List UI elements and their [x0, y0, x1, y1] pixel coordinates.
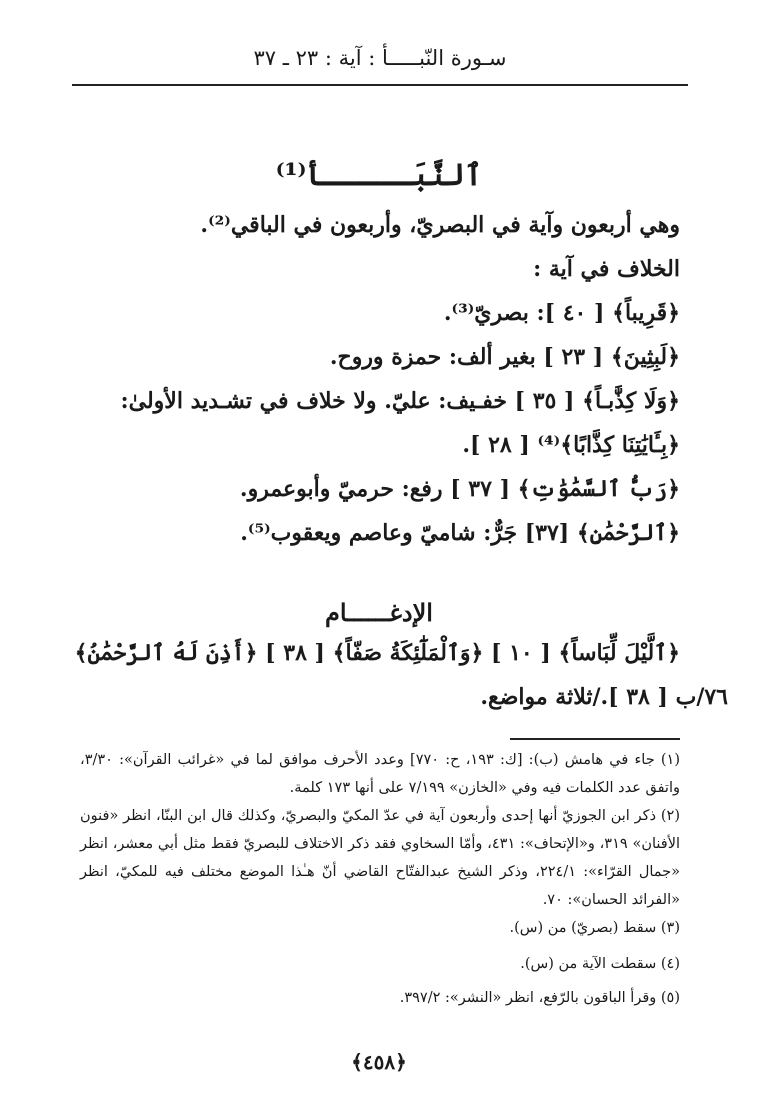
- footnote-2: (٢) ذكر ابن الجوزيّ أنها إحدى وأربعون آية في عدّ المكيّ والبصريّ، وكذلك قال ابن البنّا، انظر «فنون الأفنان» ٣١٩، و«الإتحاف»: ٤٣١، وأمّا السخاوي فقد ذكر الاختلاف للبصريّ فقط مثل أبي معشر، انظر «جمال القرّاء»: ٢٢٤/١، وذكر الشيخ عبدالفتّاح القاضي أنّ هـٰذا الموضع مختلف فيه للمكيّ، انظر «الفرائد الحسان»: ٧٠.: [80, 808, 681, 908]
- running-header: [72, 44, 688, 74]
- khilaf-heading: الخلاف في آية :: [533, 256, 680, 282]
- footnote-5: (٥) وقرأ الباقون بالرّفع، انظر «النشر»: ٣٩٧/٢.: [399, 990, 680, 1006]
- idgham-line-2: ٧٦/ب [ ٣٨ ]./ثلاثة مواضع.: [480, 684, 728, 710]
- khilaf-line-4: ﴿بِـَٔايَٰتِنَا كِذَّابًا﴾⁽⁴⁾ [ ٢٨ ].: [462, 432, 680, 458]
- header-text: سـورة النّبـــــأ : آية : ٢٣ ـ ٣٧: [253, 46, 507, 70]
- footnote-3: (٣) سقط (بصريّ) من (س).: [509, 920, 680, 936]
- footnote-1: (١) جاء في هامش (ب): [ك: ١٩٣، ح: ٧٧٠] وعدد الأحرف موافق لما في «غرائب القرآن»: ٣/٣٠، واتفق عدد الكلمات فيه وفي «الخازن» ٧/١٩٩ على أنها ١٧٣ كلمة.: [80, 752, 680, 796]
- surah-title: ٱلنَّبَـــــأ⁽¹⁾: [275, 158, 483, 193]
- khilaf-line-3: ﴿وَلَا كِذَّٰبـاً﴾ [ ٣٥ ] خفـيف: عليّ. ولا خلاف في تشـديد الأولىٰ:: [120, 388, 680, 414]
- khilaf-line-5: ﴿رَبُّ ٱلسَّمَٰوَٰتِ﴾ [ ٣٧ ] رفع: حرميّ وأبوعمرو.: [239, 476, 680, 502]
- verse-count-line: وهي أربعون وآية في البصريّ، وأربعون في الباقي⁽²⁾.: [200, 212, 680, 238]
- footnote-4: (٤) سقطت الآية من (س).: [520, 956, 680, 972]
- idgham-line-1: ﴿ٱلَّيْلَ لِّبَاساً﴾ [ ١٠ ] ﴿وَٱلْمَلَٰٓئِكَةُ صَفّاً﴾ [ ٣٨ ] ﴿أَذِنَ لَهُ ٱلرَّحْمَٰنُ﴾: [74, 640, 680, 666]
- khilaf-line-2: ﴿لَبِثِينَ﴾ [ ٢٣ ] بغير ألف: حمزة وروح.: [329, 344, 680, 370]
- header-rule: [72, 84, 688, 86]
- idgham-title: الإدغــــــام: [325, 598, 433, 627]
- khilaf-line-1: ﴿قَرِيباً﴾ [ ٤٠ ]: بصريّ⁽³⁾.: [443, 300, 680, 326]
- footnote-rule: [510, 738, 680, 740]
- khilaf-line-6: ﴿ٱلرَّحْمَٰنِ﴾ [٣٧] جَرٌّ: شاميّ وعاصم ويعقوب⁽⁵⁾.: [240, 520, 680, 546]
- page-number: ﴿٤٥٨﴾: [351, 1050, 407, 1074]
